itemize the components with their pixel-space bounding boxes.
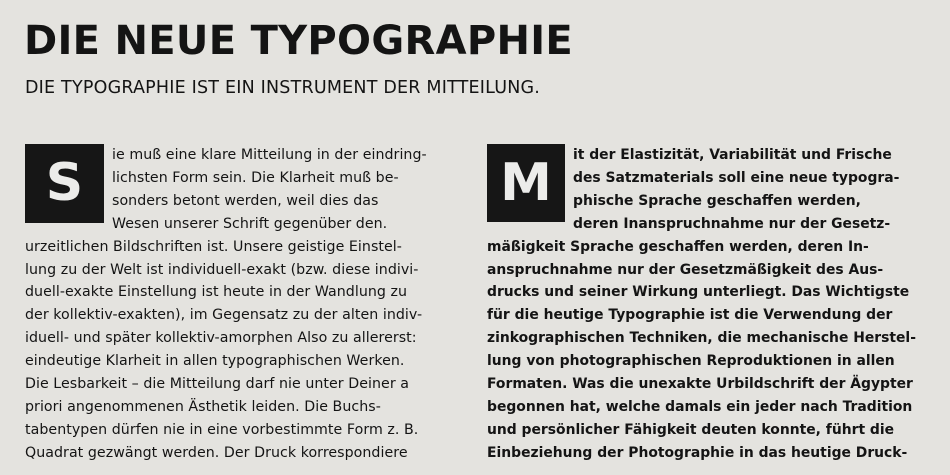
left-text-column (25, 144, 463, 465)
right-body-text: it der Elastizität, Variabilität und Frische des Satzmaterials soll eine neue typogra- phische Sprache geschaffen werden, deren Inanspruchnahme nur der Gesetz- mäßigkeit Sprache geschaffen werden, deren In- anspruchnahme nur der Gesetzmäßigkeit des Aus- drucks und seiner Wirkung unterliegt. Das Wichtigste für die heutige Typographie ist die Verwendung der zinkographischen Techniken, die mechanische Herstel- lung von photographischen Reproduktionen in allen Formaten. Was die unexakte Urbildschrift der Ägypter begonnen hat, welche damals ein jeder nach Tradition und persönlicher Fähigkeit deuten konnte, führt die Einbeziehung der Photographie in das heutige Druck- (487, 147, 916, 461)
page-title: DIE NEUE TYPOGRAPHIE (24, 18, 574, 64)
dropcap-right: M (487, 144, 565, 222)
right-text-column (487, 144, 925, 465)
left-body-text: ie muß eine klare Mitteilung in der eindring- lichsten Form sein. Die Klarheit muß be- sonders betont werden, weil dies das Wesen unserer Schrift gegenüber den. urzeitlichen Bildschriften ist. Unsere geistige Einstel- lung zu der Welt ist individuell-exakt (bzw. diese indivi- duell-exakte Einstellung ist heute in der Wandlung zu der kollektiv-exakten), im Gegensatz zu der alten indiv- iduell- und später kollektiv-amorphen Also zu allererst: eindeutige Klarheit in allen typographischen Werken. Die Lesbarkeit – die Mitteilung darf nie unter Deiner a priori angenommenen Ästhetik leiden. Die Buchs- tabentypen dürfen nie in eine vorbestimmte Form z. B. Quadrat gezwängt werden. Der Druck korrespondiere (25, 147, 427, 461)
dropcap-left: S (25, 144, 104, 223)
page-subtitle: DIE TYPOGRAPHIE IST EIN INSTRUMENT DER MITTEILUNG. (25, 78, 541, 98)
